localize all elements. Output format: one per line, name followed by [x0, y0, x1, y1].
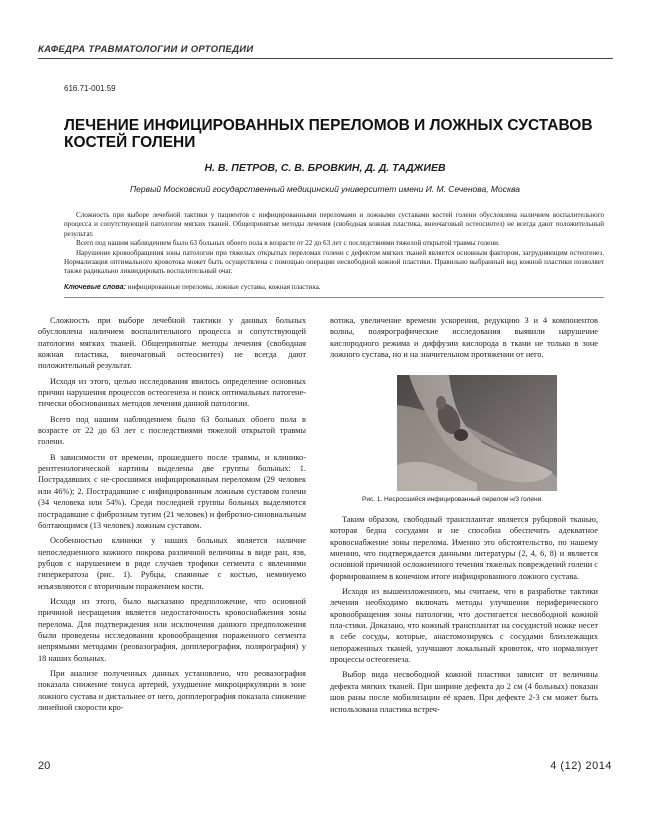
body-paragraph: Исходя из этого, целью исследования явилось определение основных причин нарушения процессов остеогенеза и поиск оптимальных патогене-тически обоснованных методов лечения данной патологии.: [38, 376, 306, 409]
abstract-paragraph: Всего под нашим наблюдением было 63 больных обоего пола в возрасте от 22 до 63 лет с последствиями тяжелой открытой травмы голени.: [76, 239, 500, 248]
body-paragraph: вотока, увеличение времени ускорения, редукцию 3 и 4 компонентов волны, полярографические исследования выявили нарушение кислородного режима и диффузии кислорода в ткани не только в зоне ложного сустава, но и на значительном протяжении от него.: [330, 316, 598, 360]
body-column-right-top: [330, 315, 598, 364]
body-paragraph: Всего под нашим наблюдением было 63 больных обоего пола в возрасте от 22 до 63 лет с последствиями тяжелой открытой травмы голени.: [38, 414, 306, 447]
body-paragraph: Таким образом, свободный трансплантат является рубцовой тканью, которая бедна сосудами и не способна обеспечить адекватное кровоснабжение зоны перелома. Именно это обстоятельство, по нашему мнению, что подтверждается данными литературы (2, 4, 6, 8) и является основной причиной осложненного течения тяжелых повреждений голени с формированием в конечном итоге инфицированного ложного сустава.: [330, 515, 598, 581]
body-paragraph: Выбор вида несвободной кожной пластики зависит от величины дефекта мягких тканей. При ширине дефекта до 2 см (4 больных) показан шов раны после мобилизации её краев. При дефекте 2-3 см может быть использована пластика встреч-: [330, 670, 598, 714]
body-column-right-bottom: [330, 514, 598, 719]
keywords: [64, 283, 604, 291]
body-paragraph: Исходя из этого, было высказано предположение, что основной причиной несращения является недостаточность кровоснабжения зоны перелома. Для подтверждения или исключения данного предположения были проведены исследования кровообращения пораженного сегмента непрямыми методами (реовазография, допплерография, полярография) у 18 наших больных.: [38, 596, 306, 663]
page-number: 20: [38, 760, 51, 772]
article-title: ЛЕЧЕНИЕ ИНФИЦИРОВАННЫХ ПЕРЕЛОМОВ И ЛОЖНЫХ СУСТАВОВ КОСТЕЙ ГОЛЕНИ: [64, 117, 593, 151]
body-column-left: [38, 315, 306, 717]
body-paragraph: В зависимости от времени, прошедшего после травмы, и клинико-рентгенологической картины выделены две группы больных: 1. Пострадавших с не-сросшимся инфицированным переломом (29 человек или 46%); 2. Пострадавшие с инфицированным ложным суставом голени (34 человека или 54%). Среди последней группы больных выделяются пострадавшие с фиброзным тугим (21 человек) и фиброзно-синовиальным болтающимся (13 человек) ложным суставом.: [38, 452, 306, 530]
body-paragraph: Особенностью клиники у наших больных является наличие непоследненного кожного покрова различной величины в виде ран, язв, рубцов с нарушением в ряде случаев трофики сегмента с явлениями гиперкератоза (рис. 1). Рубцы, спаянные с костью, неминуемо изъязвляются с вторичным поражением кости.: [38, 536, 306, 591]
abstract-paragraph: Сложность при выборе лечебной тактики у пациентов с инфицированными переломами и ложными суставами костей голени обусловлена наличием воспалительного процесса и сопутствующей патологии мягких тканей. Общепринятые методы лечения (свободная кожная пластика, внеочаговый остеосинтез) не всегда дают положительный результат.: [64, 211, 604, 238]
article-affiliation: Первый Московский государственный медицинский университет имени И. М. Сеченова, Москва: [130, 184, 520, 194]
abstract-paragraph: Нарушение кровообращения зоны патологии при тяжелых открытых переломах голени с дефектом мягких тканей является основным фактором, загрудняющим остеогенез. Нормализация оптимального кровотока может быть осуществлена с помощью операции несвободной кожной пластики. Правильно выбранный вид кожной пластики позволяет также радикально ликвидировать воспалительный очаг.: [64, 248, 604, 276]
body-paragraph: При анализе полученных данных установлено, что реовазография показала снижение тонуса артерий, ухудшение микроциркуляции в зоне ложного сустава и дистальнее от него, допплерография показала снижение линейной скорости кро-: [38, 668, 306, 712]
body-paragraph: Исходя из вышеизложенного, мы считаем, что в разработке тактики лечения необходимо включать методы улучшения периферического кровообращения зоны патологии, что достигается несвободной кожной пла-стики. Доказано, что кожный трансплантат на сосудистой ножке несет в себе сосуды, которые, анастомозируясь с сосудами близлежащих непораженных тканей, улучшают локальный кровоток, что нормализует процессы остеогенеза.: [330, 587, 598, 665]
header-rule: [38, 58, 613, 59]
abstract-divider: [64, 297, 604, 298]
abstract: [64, 211, 604, 277]
keywords-label: Ключевые слова:: [64, 283, 126, 291]
article-authors: Н. В. ПЕТРОВ, С. В. БРОВКИН, Д. Д. ТАДЖИЕВ: [204, 162, 446, 174]
section-header: КАФЕДРА ТРАВМАТОЛОГИИ И ОРТОПЕДИИ: [38, 44, 254, 55]
issue-number: 4 (12) 2014: [550, 760, 612, 772]
udc-code: 616.71-001.59: [64, 84, 116, 93]
figure-caption: Рис. 1. Несросшийся инфицированный перелом н/3 голени.: [362, 496, 544, 503]
figure-photo: [397, 375, 557, 491]
body-paragraph: Сложность при выборе лечебной тактики у данных больных обусловлена наличием воспалительного процесса и сопутствующей патологии мягких тканей. Общепринятые методы лечения (свободная кожная пластика, внеочаговый остеосинтез) не всегда дают положительный результат.: [38, 316, 306, 371]
leg-photo-image: [397, 375, 557, 491]
keywords-text: инфицированные переломы, ложные суставы, кожная пластика.: [127, 283, 321, 291]
